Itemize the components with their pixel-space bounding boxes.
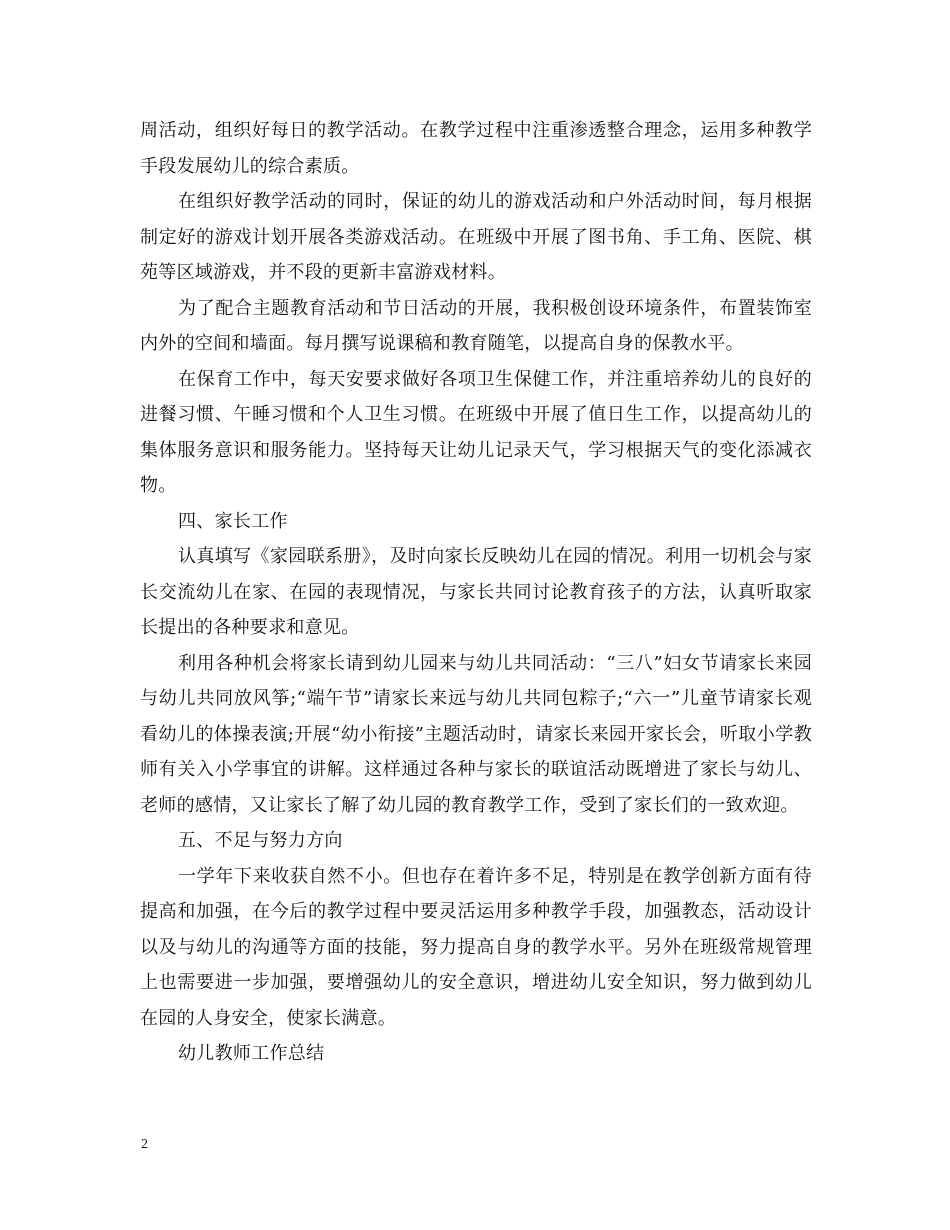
section-heading-parents: 四、家长工作 [178,510,288,532]
page-number: 2 [141,1137,148,1152]
paragraph-care-work: 在保育工作中，每天安要求做好各项卫生保健工作，并注重培养幼儿的良好的进餐习惯、午睡习惯和个人卫生习惯。在班级中开展了值日生工作，以提高幼儿的集体服务意识和服务能力。坚持每天让幼儿记录天气，学习根据天气的变化添减衣物。 [140,368,812,496]
document-body [140,113,812,1072]
paragraph-parent-activities: 利用各种机会将家长请到幼儿园来与幼儿共同活动：“三八”妇女节请家长来园与幼儿共同放风筝;“端午节”请家长来远与幼儿共同包粽子;“六一”儿童节请家长观看幼儿的体操表演;开展“幼小衔接”主题活动时，请家长来园开家长会，听取小学教师有关入小学事宜的讲解。这样通过各种与家长的联谊活动既增进了家长与幼儿、老师的感情，又让家长了解了幼儿园的教育教学工作，受到了家长们的一致欢迎。 [140,652,812,816]
paragraph-games: 在组织好教学活动的同时，保证的幼儿的游戏活动和户外活动时间，每月根据制定好的游戏计划开展各类游戏活动。在班级中开展了图书角、手工角、医院、棋苑等区域游戏，并不段的更新丰富游戏材料。 [140,191,812,283]
section-heading-improvement: 五、不足与努力方向 [178,830,343,851]
paragraph-environment: 为了配合主题教育活动和节日活动的开展，我积极创设环境条件，布置装饰室内外的空间和墙面。每月撰写说课稿和教育随笔，以提高自身的保教水平。 [140,297,812,354]
document-title-next: 幼儿教师工作总结 [178,1043,325,1064]
paragraph-continuation: 周活动，组织好每日的教学活动。在教学过程中注重渗透整合理念，运用多种教学手段发展幼儿的综合素质。 [140,120,812,177]
paragraph-contact-book: 认真填写《家园联系册》，及时向家长反映幼儿在园的情况。利用一切机会与家长交流幼儿在家、在园的表现情况，与家长共同讨论教育孩子的方法，认真听取家长提出的各种要求和意见。 [140,546,812,638]
paragraph-shortcomings: 一学年下来收获自然不小。但也存在着许多不足，特别是在教学创新方面有待提高和加强，在今后的教学过程中要灵活运用多种教学手段，加强教态，活动设计以及与幼儿的沟通等方面的技能，努力提高自身的教学水平。另外在班级常规管理上也需要进一步加强，要增强幼儿的安全意识，增进幼儿安全知识，努力做到幼儿在园的人身安全，使家长满意。 [140,865,812,1029]
